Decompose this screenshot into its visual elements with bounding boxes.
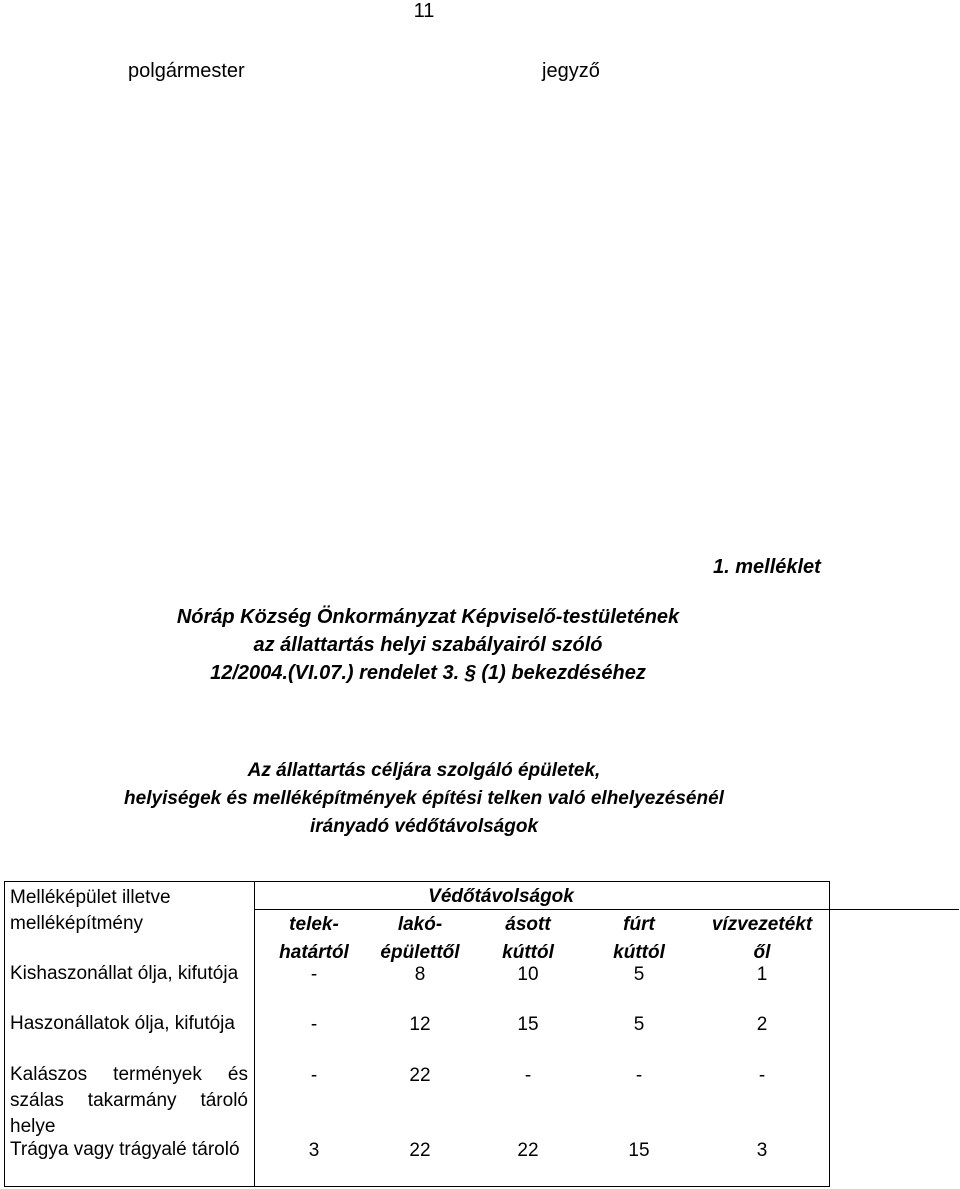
table-cell: 10 [517,964,539,985]
first-column-header-line: melléképítmény [10,913,144,934]
column-header-line: fúrt [623,914,655,935]
column-header-water-pipe [698,911,826,967]
heading-line: Az állattartás céljára szolgáló épületek, [247,760,601,781]
table-border-left [4,881,5,1187]
table-cell: 22 [409,1065,431,1086]
column-header-dug-well [474,911,582,967]
intro-line: az állattartás helyi szabályairól szóló [253,634,603,656]
table-cell: - [310,1065,318,1086]
column-header-line: telek- [289,914,339,935]
table-column-divider [254,881,255,1187]
table-cell: 12 [409,1014,431,1035]
intro-line: 12/2004.(VI.07.) rendelet 3. § (1) bekezdéséhez [210,662,646,684]
column-header-line: lakó- [397,914,443,935]
column-header-drilled-well [584,911,694,967]
table-cell: - [310,1014,318,1035]
column-header-line: kúttól [502,942,554,963]
table-cell: 15 [517,1014,539,1035]
table-cell: - [635,1065,643,1086]
column-header-line: kúttól [613,942,665,963]
heading-line: helyiségek és melléképítmények építési telken való elhelyezésénél [124,788,724,809]
table-border-right [829,881,830,1187]
page-number: 11 [413,0,435,22]
table-cell: 3 [308,1140,320,1161]
intro-line: Nóráp Község Önkormányzat Képviselő-testületének [176,606,680,628]
column-header-line: ásott [505,914,551,935]
first-column-header-line: Melléképület illetve [10,887,171,908]
table-cell: 5 [633,964,645,985]
signature-mayor: polgármester [128,60,245,82]
row-label: Kalászos termények és szálas takarmány tároló helye [10,1064,248,1137]
table-cell: - [524,1065,532,1086]
annex-label: 1. melléklet [713,556,821,578]
first-column-header [10,885,250,937]
table-cell: 8 [414,964,426,985]
column-header-plot-boundary [260,911,368,967]
table-border-top [4,881,830,882]
column-header-line: ől [753,942,771,963]
table-border-bottom [4,1186,830,1187]
table-cell: 1 [756,964,768,985]
column-header-dwelling [362,911,478,967]
table-cell: 22 [409,1140,431,1161]
heading-line: irányadó védőtávolságok [309,816,539,837]
group-header: Védőtávolságok [428,886,574,907]
signature-notary: jegyző [542,60,600,82]
row-label: Haszonállatok ólja, kifutója [10,1013,235,1034]
column-header-line: határtól [279,942,349,963]
table-cell: - [758,1065,766,1086]
table-cell: 15 [628,1140,650,1161]
column-header-line: épülettől [380,942,460,963]
distance-table [4,881,830,1187]
column-header-line: vízvezetékt [711,914,813,935]
row-label: Kishaszonállat ólja, kifutója [10,963,239,984]
intro-block [0,603,856,687]
table-heading [0,757,848,841]
table-cell: 2 [756,1014,768,1035]
table-cell: - [310,964,318,985]
table-cell: 22 [517,1140,539,1161]
table-cell: 5 [633,1014,645,1035]
row-label: Trágya vagy trágyalé tároló [10,1139,240,1160]
table-cell: 3 [756,1140,768,1161]
